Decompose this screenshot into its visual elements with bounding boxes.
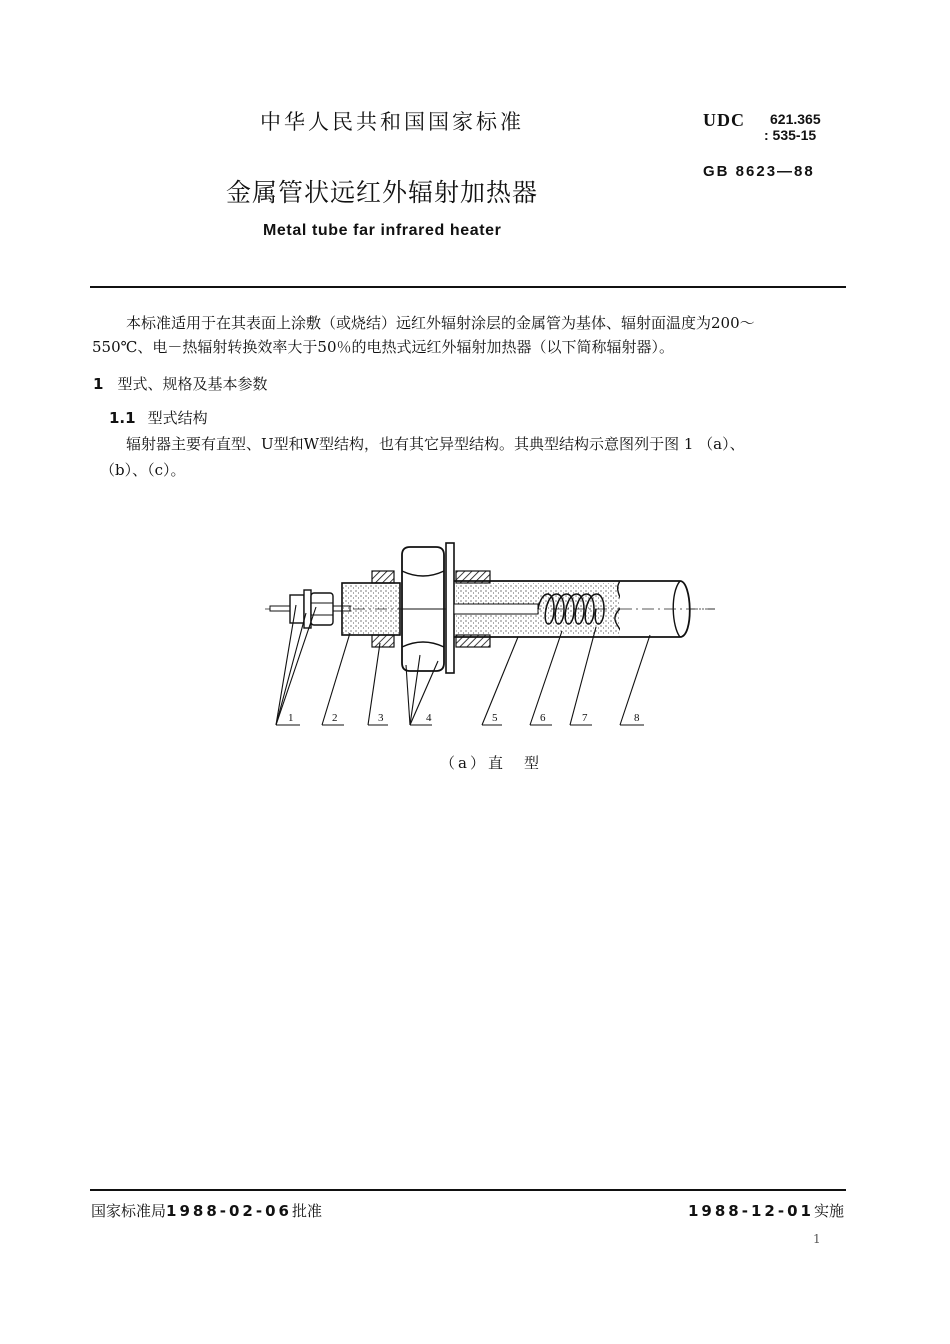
approval-prefix: 国家标准局 [91,1202,167,1220]
part-label-5: 5 [492,712,498,724]
title-chinese: 金属管状远红外辐射加热器 [226,178,539,207]
section-1-title: 型式、规格及基本参数 [117,375,268,393]
top-divider [90,286,846,288]
insulator [342,583,400,635]
intro-line-1: 本标准适用于在其表面上涂敷（或烧结）远红外辐射涂层的金属管为基体、辐射面温度为200～ [126,314,755,332]
bottom-divider [90,1189,846,1191]
intro-line-2: 550℃、电－热辐射转换效率大于50％的电热式远红外辐射加热器（以下简称辐射器）。 [92,338,675,356]
section-1-1-title: 型式结构 [147,409,208,427]
part-label-6: 6 [540,712,546,724]
section-1-1-line-1: 辐射器主要有直型、U型和W型结构，也有其它异型结构。其典型结构示意图列于图 1 （a）、 [126,435,745,453]
washer-top [372,571,394,583]
page-number: 1 [813,1232,821,1246]
effective-date: 1988-12-01 [688,1202,814,1220]
title-english: Metal tube far infrared heater [263,222,502,239]
approval-date: 1988-02-06 [166,1202,292,1220]
section-1-1-number: 1.1 [109,409,136,427]
approval-suffix: 批准 [291,1202,322,1220]
lead-rod [454,604,538,614]
terminal-washer [304,590,311,628]
effective-suffix: 实施 [813,1202,844,1220]
udc-prefix: UDC [703,110,745,130]
udc-code-line2: : 535-15 [764,127,817,143]
terminal-nut [290,595,304,623]
gb-number: GB 8623—88 [703,163,815,180]
part-label-2: 2 [332,712,338,724]
mounting-plate [446,543,454,673]
section-1-1-line-2: （b）、（c）。 [100,461,186,479]
terminal-nut [311,593,333,625]
udc-code-line1: 621.365 [770,111,821,127]
approval-line [91,1200,322,1221]
section-1-number: 1 [93,375,104,393]
section-1-1-heading [109,407,208,428]
heater-diagram [260,535,720,735]
part-label-3: 3 [378,712,384,724]
washer-bottom [372,635,394,647]
part-label-7: 7 [582,712,588,724]
part-label-4: 4 [426,712,432,724]
figure-caption: （a）直 型 [440,754,542,772]
section-1-heading [93,373,267,394]
part-label-1: 1 [288,712,294,724]
standard-name: 中华人民共和国国家标准 [260,110,524,134]
effective-line [688,1200,844,1221]
part-label-8: 8 [634,712,640,724]
